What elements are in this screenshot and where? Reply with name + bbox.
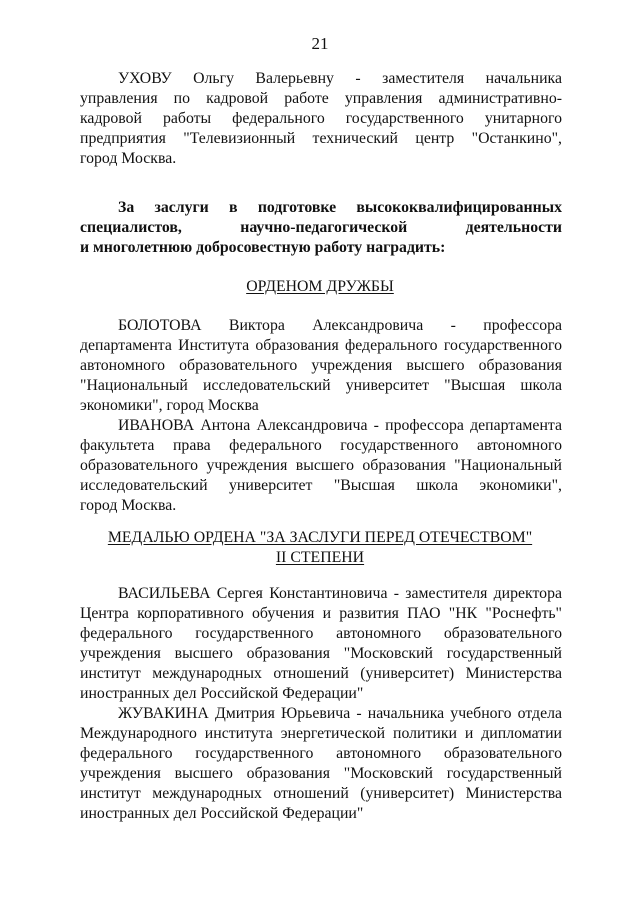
text-line: федерального государственного автономного образовательного bbox=[80, 745, 562, 762]
text-line: институт международных отношений (университет) Министерства bbox=[80, 665, 562, 682]
text-line: экономики", город Москва bbox=[80, 397, 259, 414]
text-line: иностранных дел Российской Федерации" bbox=[80, 805, 364, 822]
text-line: ВАСИЛЬЕВА Сергея Константиновича - заместителя директора bbox=[118, 585, 562, 602]
text-line: и многолетнюю добросовестную работу наградить: bbox=[80, 239, 446, 256]
text-line: УХОВУ Ольгу Валерьевну - заместителя начальника bbox=[118, 70, 562, 87]
text-line: автономного образовательного учреждения высшего образования bbox=[80, 357, 562, 374]
text-line: факультета права федерального государственного автономного bbox=[80, 437, 562, 454]
award-entry-zhuvakin bbox=[80, 704, 562, 824]
text-line: город Москва. bbox=[80, 497, 177, 514]
text-line: БОЛОТОВА Виктора Александровича - профессора bbox=[118, 317, 562, 334]
order-friendship-heading bbox=[0, 277, 640, 297]
text-line: ЖУВАКИНА Дмитрия Юрьевича - начальника учебного отдела bbox=[118, 705, 562, 722]
text-line: иностранных дел Российской Федерации" bbox=[80, 685, 364, 702]
award-entry-ivanov bbox=[80, 416, 562, 516]
text-line: "Национальный исследовательский университет "Высшая школа bbox=[80, 377, 562, 394]
text-line: учреждения высшего образования "Московский государственный bbox=[80, 645, 562, 662]
text-line: исследовательский университет "Высшая школа экономики", bbox=[80, 477, 562, 494]
heading-text-line1: МЕДАЛЬЮ ОРДЕНА "ЗА ЗАСЛУГИ ПЕРЕД ОТЕЧЕСТВОМ" bbox=[107, 529, 533, 546]
text-line: город Москва. bbox=[80, 150, 177, 167]
award-entry-vasiliev bbox=[80, 584, 562, 704]
text-line: институт международных отношений (университет) Министерства bbox=[80, 785, 562, 802]
text-line: учреждения высшего образования "Московский государственный bbox=[80, 765, 562, 782]
text-line: Международного института энергетической политики и дипломатии bbox=[80, 725, 562, 742]
text-line: образовательного учреждения высшего образования "Национальный bbox=[80, 457, 562, 474]
medal-heading bbox=[0, 528, 640, 568]
text-line: специалистов, научно-педагогической деятельности bbox=[80, 219, 562, 236]
award-intro-paragraph bbox=[80, 198, 562, 258]
text-line: управления по кадровой работе управления административно- bbox=[80, 90, 562, 107]
text-line: федерального государственного автономного образовательного bbox=[80, 625, 562, 642]
text-line: За заслуги в подготовке высококвалифицированных bbox=[118, 199, 562, 216]
text-line: департамента Института образования федерального государственного bbox=[80, 337, 562, 354]
heading-text: ОРДЕНОМ ДРУЖБЫ bbox=[246, 278, 394, 295]
page-number: 21 bbox=[311, 34, 329, 53]
heading-text-line2: II СТЕПЕНИ bbox=[275, 549, 365, 566]
text-line: кадровой работы федерального государственного унитарного bbox=[80, 110, 562, 127]
award-entry-ukhova bbox=[80, 69, 562, 169]
award-entry-bolotov bbox=[80, 316, 562, 416]
text-line: ИВАНОВА Антона Александровича - профессора департамента bbox=[118, 417, 562, 434]
text-line: Центра корпоративного обучения и развития ПАО "НК "Роснефть" bbox=[80, 605, 562, 622]
text-line: предприятия "Телевизионный технический центр "Останкино", bbox=[80, 130, 562, 147]
